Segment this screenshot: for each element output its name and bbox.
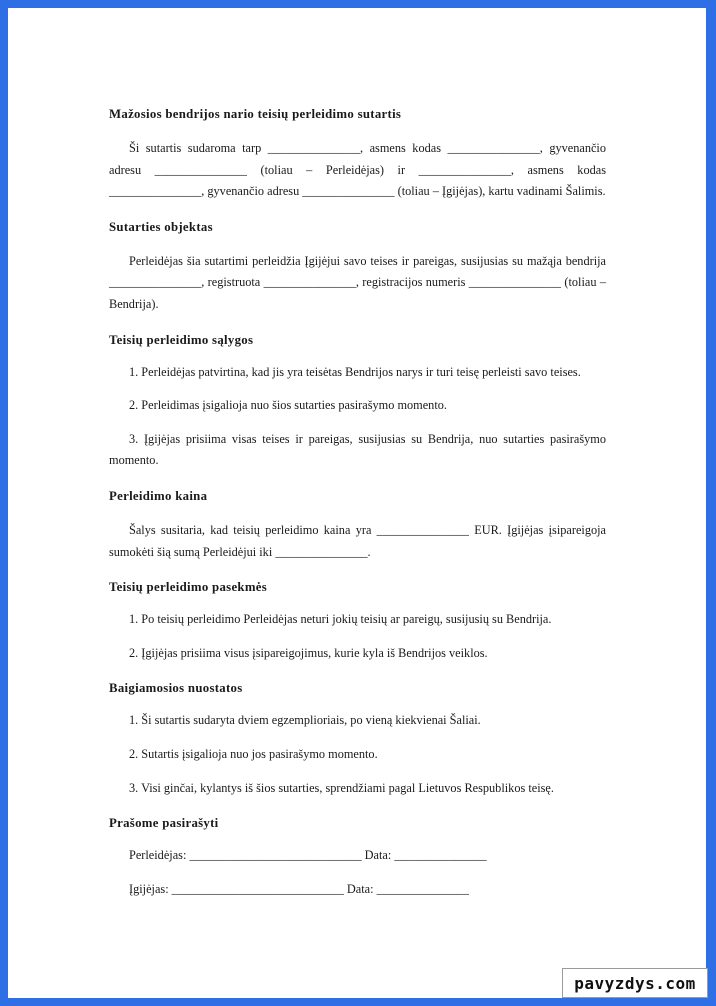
section-heading-signature: Prašome pasirašyti (109, 816, 219, 831)
list-item: 3. Įgijėjas prisiima visas teises ir pareigas, susijusias su Bendrija, nuo sutarties pasirašymo momento. (109, 431, 606, 468)
section-heading-object: Sutarties objektas (109, 219, 213, 234)
list-item: 1. Perleidėjas patvirtina, kad jis yra teisėtas Bendrijos narys ir turi teisę perleisti savo teises. (129, 364, 581, 379)
intro-paragraph: Ši sutartis sudaroma tarp _______________, asmens kodas _______________, gyvenančio adresu _______________ (toliau – Perleidėjas) ir _______________, asmens kodas _______________, gyvenančio adresu _______________ (toliau – Įgijėjas), kartu vadinami Šalimis. (109, 141, 606, 199)
document-body (109, 104, 606, 900)
list-item: 1. Ši sutartis sudaryta dviem egzemplioriais, po vieną kiekvienai Šaliai. (129, 713, 481, 728)
section-heading-final-provisions: Baigiamosios nuostatos (109, 681, 243, 696)
signature-line-transferor: Perleidėjas: ____________________________ Data: _______________ (129, 848, 487, 863)
list-item: 2. Perleidimas įsigalioja nuo šios sutarties pasirašymo momento. (129, 398, 447, 413)
section-paragraph: Šalys susitaria, kad teisių perleidimo kaina yra _______________ EUR. Įgijėjas įsipareigoja sumokėti šią sumą Perleidėjui iki _______________. (109, 522, 606, 559)
document-page (8, 8, 706, 998)
list-item: 2. Įgijėjas prisiima visus įsipareigojimus, kurie kyla iš Bendrijos veiklos. (129, 645, 488, 660)
list-item: 2. Sutartis įsigalioja nuo jos pasirašymo momento. (129, 746, 378, 761)
watermark-badge: pavyzdys.com (562, 968, 708, 998)
section-heading-price: Perleidimo kaina (109, 488, 208, 503)
section-heading-conditions: Teisių perleidimo sąlygos (109, 332, 254, 347)
list-item: 3. Visi ginčai, kylantys iš šios sutarties, sprendžiami pagal Lietuvos Respublikos teisę. (129, 780, 554, 795)
signature-line-acquirer: Įgijėjas: ____________________________ Data: _______________ (129, 881, 469, 896)
document-title: Mažosios bendrijos nario teisių perleidimo sutartis (109, 107, 402, 121)
list-item: 1. Po teisių perleidimo Perleidėjas neturi jokių teisių ar pareigų, susijusių su Bendrija. (129, 612, 552, 627)
section-paragraph: Perleidėjas šia sutartimi perleidžia Įgijėjui savo teises ir pareigas, susijusias su mažąja bendrija _______________, registruota _______________, registracijos numeris _______________ (toliau – Bendrija). (109, 253, 606, 311)
section-heading-consequences: Teisių perleidimo pasekmės (109, 580, 268, 595)
